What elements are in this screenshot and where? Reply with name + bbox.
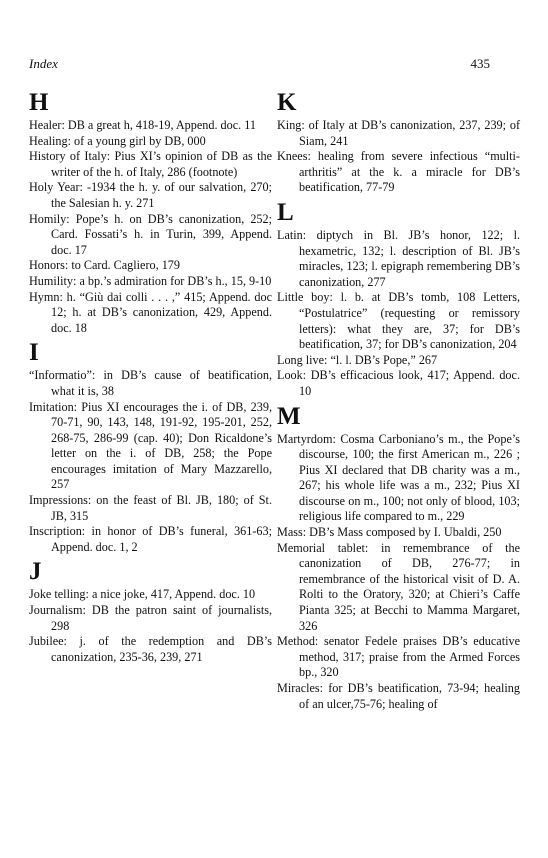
index-column-left: [29, 88, 272, 665]
index-entry: Martyrdom: Cosma Carboniano’s m., the Pope’s discourse, 100; the first American m., 226 ; Pius XI declared that DB charity was a m., 267; his whole life was a m., 232; Pius XI discourse on m., 100; not only of blood, 103; religious life compared to m., 229: [277, 431, 520, 524]
page-number: 435: [470, 56, 490, 71]
index-entry: Homily: Pope’s h. on DB’s canonization, 252; Card. Fossati’s h. in Turin, 399, Append. doc. 17: [29, 211, 272, 257]
index-entry: History of Italy: Pius XI’s opinion of DB as the writer of the h. of Italy, 286 (footnote): [29, 149, 272, 179]
index-letter-heading: H: [29, 89, 49, 116]
running-head-section: Index: [29, 56, 58, 71]
index-letter-heading: L: [277, 198, 294, 226]
index-entry: Humility: a bp.’s admiration for DB’s h., 15, 9-10: [29, 273, 272, 288]
index-entry: Healing: of a young girl by DB, 000: [29, 133, 206, 148]
index-entry: Method: senator Fedele praises DB’s educative method, 317; praise from the Armed Forces bp., 320: [277, 634, 520, 680]
index-entry: Hymn: h. “Giù dai colli . . . ,” 415; Append. doc 12; h. at DB’s canonization, 429, Append. doc. 18: [29, 289, 272, 335]
index-letter-heading: K: [277, 89, 297, 116]
index-entry: Healer: DB a great h, 418-19, Append. doc. 11: [29, 118, 256, 132]
index-entry: Journalism: DB the patron saint of journalists, 298: [29, 603, 272, 633]
index-entry: Latin: diptych in Bl. JB’s honor, 122; l. hexametric, 132; l. description of Bl. JB’s miracles, 123; l. epigraph remembering DB’s canonization, 277: [277, 227, 520, 289]
index-entry: Jubilee: j. of the redemption and DB’s canonization, 235-36, 239, 271: [29, 634, 272, 664]
index-entry: Mass: DB’s Mass composed by I. Ubaldi, 250: [277, 525, 502, 540]
index-letter-heading: I: [29, 339, 39, 367]
index-entry: Joke telling: a nice joke, 417, Append. doc. 10: [29, 587, 256, 602]
index-entry: Honors: to Card. Cagliero, 179: [29, 258, 180, 273]
index-entry: Miracles: for DB’s beatification, 73-94; healing of an ulcer,75-76; healing of: [277, 681, 520, 711]
index-letter-heading: M: [277, 402, 301, 430]
index-entry: Impressions: on the feast of Bl. JB, 180; of St. JB, 315: [29, 493, 272, 523]
index-entry: Long live: “l. l. DB’s Pope,” 267: [277, 352, 438, 367]
index-entry: Little boy: l. b. at DB’s tomb, 108 Letters, “Postulatrice” (requesting or remissory letters): what they are, 37; for DB’s beatification, 37; for DB’s canonization, 204: [277, 290, 520, 352]
index-entry: Memorial tablet: in remembrance of the canonization of DB, 276-77; in remembrance of the historical visit of D. A. Rolti to the Oratory, 320; at Chieri’s Caffe Pianta 325; at Becchi to Mamma Margaret, 326: [277, 540, 520, 633]
index-entry: Imitation: Pius XI encourages the i. of DB, 239, 70-71, 90, 143, 148, 191-92, 195-201, 252, 268-75, 286-99 (cap. 40); Don Ricaldone’s letter on the i. of DB, 258; the Pope encourages imitation of Mary Mazzarello, 257: [29, 399, 272, 492]
index-entry: Holy Year: -1934 the h. y. of our salvation, 270; the Salesian h. y. 271: [29, 180, 272, 210]
index-entry: “Informatio”: in DB’s cause of beatification, what it is, 38: [29, 368, 272, 398]
index-entry: Knees: healing from severe infectious “multi-arthritis” at the k. a miracle for DB’s beatification, 77-79: [277, 149, 520, 195]
index-column-right: [277, 88, 520, 712]
index-entry: King: of Italy at DB’s canonization, 237, 239; of Siam, 241: [277, 118, 520, 148]
index-letter-heading: J: [29, 558, 42, 586]
index-entry: Inscription: in honor of DB’s funeral, 361-63; Append. doc. 1, 2: [29, 524, 272, 554]
index-entry: Look: DB’s efficacious look, 417; Append. doc. 10: [277, 368, 520, 398]
